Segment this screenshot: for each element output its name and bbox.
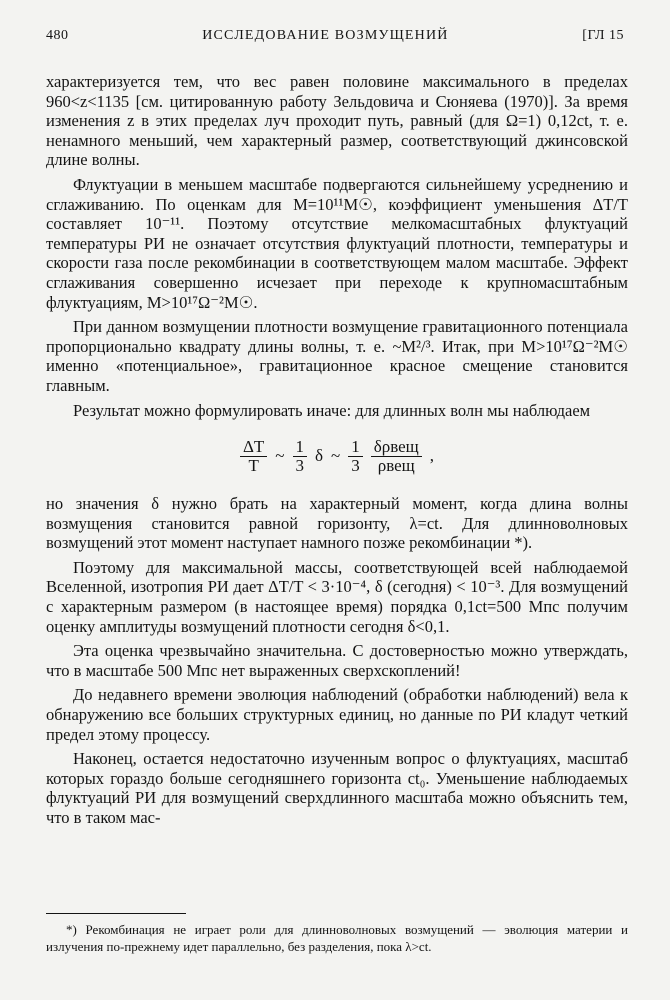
footnote: *) Рекомбинация не играет роли для длинноволновых возмущений — эволюция материи и излучения по-прежнему идет параллельно, без разделения, пока λ>ct. bbox=[46, 922, 628, 954]
main-text bbox=[46, 72, 628, 828]
running-header bbox=[46, 28, 624, 44]
fraction-density: $\frac{\text{δρвещ}}{\text{ρвещ}}$ bbox=[371, 438, 422, 475]
fraction-dt-t: $\frac{\Delta T}{T}$ bbox=[240, 438, 267, 475]
paragraph: Результат можно формулировать иначе: для длинных волн мы наблюдаем bbox=[73, 400, 591, 420]
page-number: 480 bbox=[46, 28, 69, 43]
paragraph: Наконец, остается недостаточно изученным вопрос о флуктуациях, масштаб которых гораздо больше сегодняшнего горизонта ct₀. Уменьшение наблюдаемых флуктуаций РИ для возмущений сверхдлинного масштаба можно объяснить тем, что в таком мас- bbox=[46, 749, 628, 827]
sim-operator: ~ bbox=[275, 446, 285, 466]
paragraph: характеризуется тем, что вес равен половине максимального в пределах 960<z<1135 [см. цитированную работу Зельдовича и Сюняева (1970)]. За время изменения z в этих пределах луч проходит путь, равный (для Ω=1) 0,12ct, т. е. ненамного меньший, чем характерный размер, соответствующий джинсовской длине волны. bbox=[46, 72, 628, 170]
paragraph: Эта оценка чрезвычайно значительна. С достоверностью можно утверждать, что в масштабе 500 Мпс нет выраженных сверхскоплений! bbox=[46, 641, 628, 680]
paragraph: До недавнего времени эволюция наблюдений (обработки наблюдений) вела к обнаружению все больших структурных единиц, но данные по РИ кладут четкий предел этому процессу. bbox=[46, 685, 628, 744]
formula-comma: , bbox=[429, 446, 435, 466]
display-formula bbox=[46, 428, 628, 484]
running-title: ИССЛЕДОВАНИЕ ВОЗМУЩЕНИЙ bbox=[202, 28, 449, 43]
paragraph: При данном возмущении плотности возмущение гравитационного потенциала пропорционально квадрату длины волны, т. е. ~M²/³. Итак, при M>10¹⁷Ω⁻²M☉ именно «потенциальное», гравитационное красное смещение становится главным. bbox=[46, 317, 628, 395]
paragraph: Поэтому для максимальной массы, соответствующей всей наблюдаемой Вселенной, изотропия РИ дает ΔT/T < 3·10⁻⁴, δ (сегодня) < 10⁻³. Для возмущений с характерным размером (в настоящее время) порядка 0,1ct=500 Мпс получим оценку амплитуды возмущений плотности сегодня δ<0,1. bbox=[46, 557, 628, 636]
paragraph: но значения δ нужно брать на характерный момент, когда длина волны возмущения становится равной горизонту, λ=ct. Для длинноволновых возмущений этот момент наступает намного позже рекомбинации *). bbox=[46, 494, 628, 553]
fraction-one-third: $\frac{1}{3}$ bbox=[293, 438, 308, 475]
sim-operator: ~ bbox=[331, 446, 341, 466]
delta-symbol: δ bbox=[315, 446, 324, 466]
chapter-label: [ГЛ 15 bbox=[582, 28, 624, 43]
paragraph: Флуктуации в меньшем масштабе подвергаются сильнейшему усреднению и сглаживанию. По оценкам для M=10¹¹M☉, коэффициент уменьшения ΔT/T составляет 10⁻¹¹. Поэтому отсутствие мелкомасштабных флуктуаций температуры РИ не означает отсутствия флуктуаций плотности, температуры и скорости газа после рекомбинации в соответствующем малом масштабе. Эффект сглаживания совершенно исчезает при переходе к крупномасштабным флуктуациям, M>10¹⁷Ω⁻²M☉. bbox=[46, 174, 628, 312]
fraction-one-third: $\frac{1}{3}$ bbox=[348, 438, 363, 475]
footnote-rule bbox=[46, 913, 186, 914]
